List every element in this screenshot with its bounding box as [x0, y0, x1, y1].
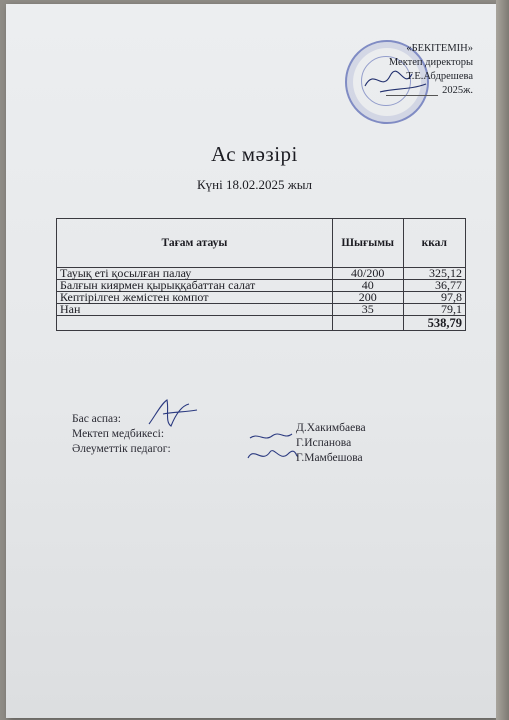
approval-position: Мектеп директоры — [388, 57, 473, 68]
dish-portion: 40/200 — [332, 268, 403, 280]
signer-name-pedagogue: Г.Мамбешова — [296, 452, 363, 464]
background-surface — [496, 0, 509, 720]
dish-kcal: 79,1 — [403, 304, 465, 316]
table-row — [57, 304, 466, 316]
signer-name-chef: Д.Хакимбаева — [296, 422, 366, 434]
approval-heading: «БЕКІТЕМІН» — [406, 43, 473, 54]
approval-block — [386, 42, 473, 98]
approval-date — [386, 84, 473, 98]
signer-role-nurse: Мектеп медбикесі: — [72, 428, 165, 440]
dish-portion: 40 — [332, 280, 403, 292]
dish-name: Кептірілген жемістен компот — [57, 292, 333, 304]
table-header-row — [57, 219, 466, 268]
page-subtitle: Күні 18.02.2025 жыл — [197, 177, 312, 192]
total-kcal: 538,79 — [403, 316, 465, 331]
signer-roles — [72, 412, 171, 457]
dish-kcal: 36,77 — [403, 280, 465, 292]
dish-kcal: 325,12 — [403, 268, 465, 280]
approval-name: Т.Е.Абдрешева — [406, 71, 473, 82]
dish-name: Нан — [57, 304, 333, 316]
dish-name: Тауық еті қосылған палау — [57, 268, 333, 280]
approval-date-year: 2025ж. — [442, 85, 473, 96]
signer-role-chef: Бас аспаз: — [72, 413, 121, 425]
header-portion: Шығымы — [332, 219, 403, 268]
dish-kcal: 97,8 — [403, 292, 465, 304]
document-page — [6, 4, 496, 718]
dish-name: Балғын киярмен қырыққабаттан салат — [57, 280, 333, 292]
menu-table — [56, 218, 466, 331]
table-row — [57, 292, 466, 304]
header-kcal: ккал — [403, 219, 465, 268]
signer-name-nurse: Г.Испанова — [296, 437, 352, 449]
page-title: Ас мәзірі — [211, 142, 298, 166]
header-dish: Тағам атауы — [57, 219, 333, 268]
staff-signature — [244, 428, 299, 468]
signer-role-pedagogue: Әлеуметтік педагог: — [72, 443, 171, 455]
signer-names — [296, 421, 366, 466]
dish-portion: 35 — [332, 304, 403, 316]
dish-portion: 200 — [332, 292, 403, 304]
table-total-row — [57, 316, 466, 331]
